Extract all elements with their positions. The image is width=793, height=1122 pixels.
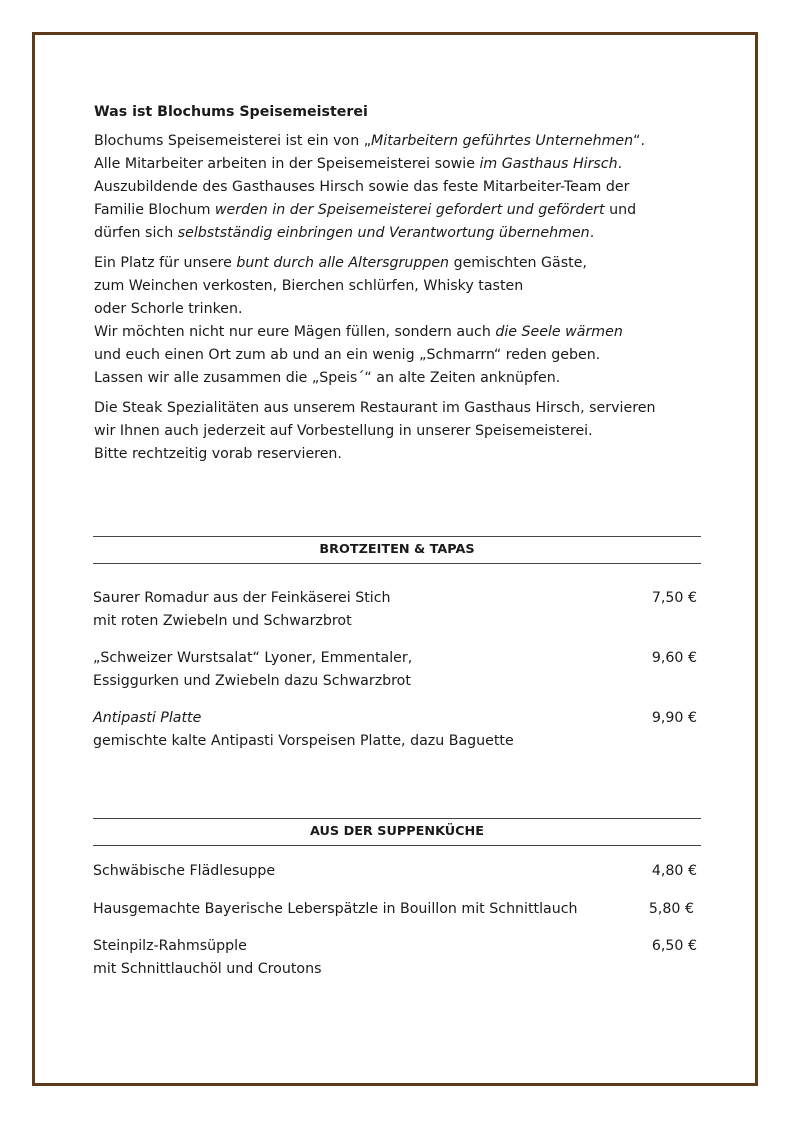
intro-paragraph-1 [94,130,704,245]
menu-item-name: „Schweizer Wurstsalat“ Lyoner, Emmentaler, [93,650,413,666]
menu-item-name: Hausgemachte Bayerische Leberspätzle in Bouillon mit Schnittlauch [93,900,578,917]
menu-item-description: mit roten Zwiebeln und Schwarzbrot [93,612,352,629]
text-run-italic: im Gasthaus Hirsch [479,156,618,172]
text-run: dürfen sich [94,225,178,241]
menu-item-name: Saurer Romadur aus der Feinkäserei Stich [93,590,391,606]
menu-item-price: 5,80 € [648,900,694,917]
text-run: Blochums Speisemeisterei ist ein von „ [94,133,372,149]
text-run: Familie Blochum [94,202,215,218]
text-run: . [589,225,595,241]
intro-p2-line-6: Lassen wir alle zusammen die „Speis´“ an alte Zeiten anknüpfen. [94,370,561,386]
text-run-italic: die Seele wärmen [495,324,623,340]
menu-item-description: Essiggurken und Zwiebeln dazu Schwarzbrot [93,672,411,689]
text-run: Alle Mitarbeiter arbeiten in der Speisemeisterei sowie [94,156,480,172]
text-run: und [604,202,637,218]
intro-p2-line-3: oder Schorle trinken. [94,301,243,317]
menu-item-description: gemischte kalte Antipasti Vorspeisen Platte, dazu Baguette [93,732,514,749]
intro-p2-line-2: zum Weinchen verkosten, Bierchen schlürfen, Whisky tasten [94,278,524,294]
intro-p2-line-5: und euch einen Ort zum ab und an ein wenig „Schmarrn“ reden geben. [94,347,601,363]
menu-item-price: 9,90 € [651,710,697,726]
menu-section-suppenkueche [93,818,701,980]
menu-item [93,587,701,632]
intro-p1-line-1 [94,130,704,153]
menu-item-name: Steinpilz-Rahmsüpple [93,938,247,954]
menu-section-brotzeiten [93,536,701,752]
menu-item [93,898,701,921]
intro-p2-line-4 [94,321,704,344]
text-run: gemischten Gäste, [449,255,587,271]
intro-paragraph-3 [94,397,704,466]
menu-item-name: Schwäbische Flädlesuppe [93,863,276,879]
menu-item-price: 6,50 € [651,938,697,954]
text-run-italic: werden in der Speisemeisterei gefordert und gefördert [214,202,605,218]
menu-item-price: 9,60 € [651,650,697,666]
menu-item [93,647,701,692]
menu-item [93,860,701,883]
text-run-italic: bunt durch alle Altersgruppen [236,255,450,271]
text-run: Wir möchten nicht nur eure Mägen füllen, sondern auch [94,324,496,340]
intro-p3-line-1: Die Steak Spezialitäten aus unserem Restaurant im Gasthaus Hirsch, servieren [94,400,656,416]
intro-p1-line-4 [94,199,704,222]
intro-p1-line-5 [94,222,704,245]
text-run-italic: Mitarbeitern geführtes Unternehmen [371,133,634,149]
intro-p3-line-3: Bitte rechtzeitig vorab reservieren. [94,446,342,462]
section-heading: AUS DER SUPPENKÜCHE [93,818,701,846]
menu-item-description: mit Schnittlauchöl und Croutons [93,960,322,977]
intro-section [94,101,704,473]
menu-item-price: 7,50 € [651,590,697,606]
text-run-italic: selbstständig einbringen und Verantwortung übernehmen [177,225,590,241]
intro-p2-line-1 [94,252,704,275]
intro-paragraph-2 [94,252,704,390]
menu-item-price: 4,80 € [651,863,697,879]
text-run: Ein Platz für unsere [94,255,237,271]
intro-p3-line-2: wir Ihnen auch jederzeit auf Vorbestellung in unserer Speisemeisterei. [94,423,593,439]
intro-p1-line-3: Auszubildende des Gasthauses Hirsch sowie das feste Mitarbeiter-Team der [94,179,630,195]
section-heading: BROTZEITEN & TAPAS [93,536,701,564]
menu-item [93,935,701,980]
menu-item [93,707,701,752]
text-run: “. [633,133,645,149]
menu-item-name: Antipasti Platte [93,710,202,726]
intro-title: Was ist Blochums Speisemeisterei [94,104,368,120]
text-run: . [617,156,623,172]
intro-p1-line-2 [94,153,704,176]
